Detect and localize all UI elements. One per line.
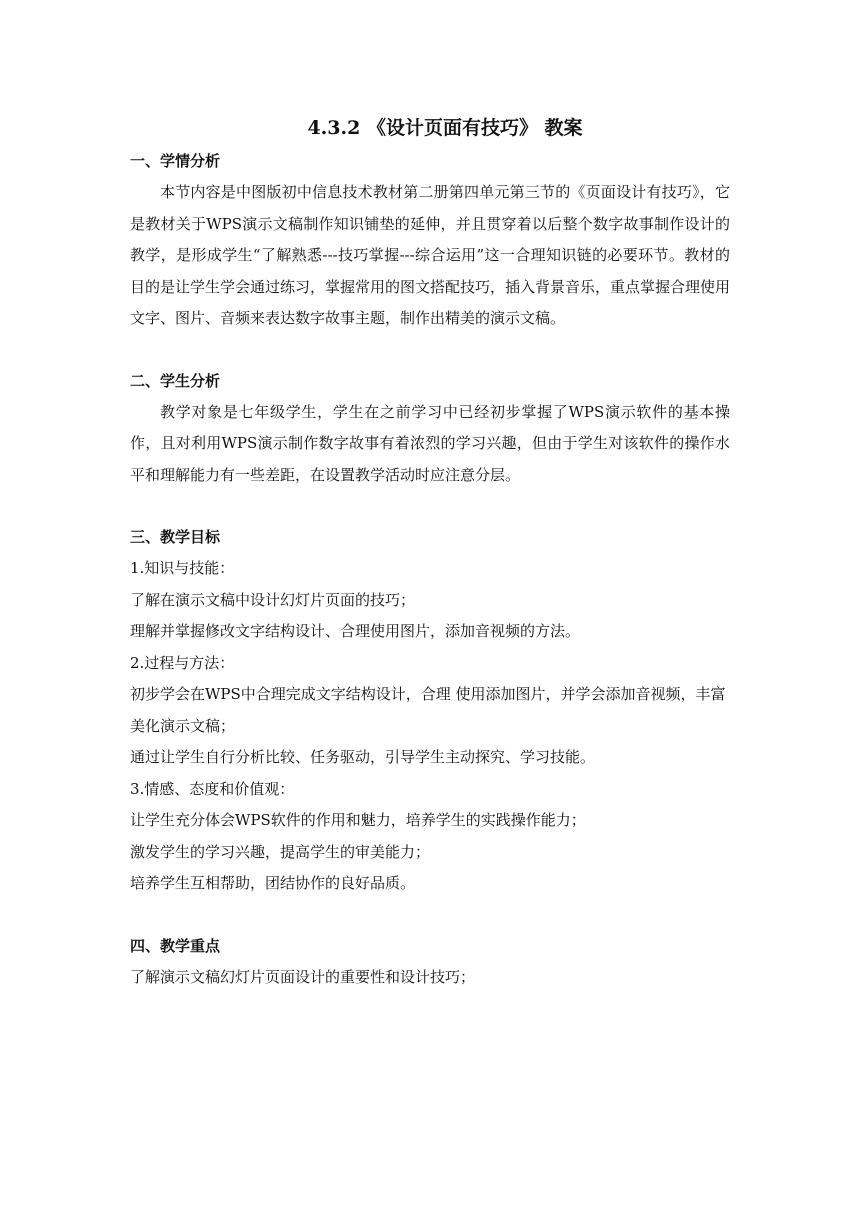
goal-item: 通过让学生自行分析比较、任务驱动，引导学生主动探究、学习技能。 — [130, 748, 596, 766]
goal-category-title: 3.情感、态度和价值观： — [130, 779, 295, 798]
section-heading: 二、学生分析 — [130, 371, 221, 390]
section-paragraph: 本节内容是中图版初中信息技术教材第二册第四单元第三节的《页面设计有技巧》，它是教材关于WPS演示文稿制作知识铺垫的延伸，并且贯穿着以后整个数字故事制作设计的教学，是形成学生“了解熟悉---技巧掌握---综合运用”这一合理知识链的必要环节。教材的目的是让学生学会通过练习，掌握常用的图文搭配技巧，插入背景音乐，重点掌握合理使用文字、图片、音频来表达数字故事主题，制作出精美的演示文稿。 — [130, 183, 731, 327]
goal-category-title: 2.过程与方法： — [130, 653, 235, 672]
section-heading: 三、教学目标 — [130, 528, 221, 546]
goal-item: 让学生充分体会WPS软件的作用和魅力，培养学生的实践操作能力； — [130, 811, 586, 829]
section-heading: 四、教学重点 — [130, 936, 221, 955]
section-student-analysis — [130, 366, 730, 492]
section-teaching-focus — [130, 931, 730, 994]
document-content — [130, 112, 730, 993]
section-learning-analysis — [130, 146, 730, 335]
section-paragraph: 教学对象是七年级学生，学生在之前学习中已经初步掌握了WPS演示软件的基本操作，且对利用WPS演示制作数字故事有着浓烈的学习兴趣，但由于学生对该软件的操作水平和理解能力有一些差距，在设置教学活动时应注意分层。 — [130, 402, 730, 484]
goal-item: 初步学会在WPS中合理完成文字结构设计，合理 使用添加图片，并学会添加音视频，丰富美化演示文稿； — [130, 685, 726, 735]
spacer — [130, 335, 730, 366]
goal-item: 了解在演示文稿中设计幻灯片页面的技巧； — [130, 590, 416, 609]
section-teaching-goals — [130, 522, 730, 900]
spacer — [130, 900, 730, 931]
section-heading: 一、学情分析 — [130, 152, 221, 170]
goal-item: 激发学生的学习兴趣，提高学生的审美能力； — [130, 842, 431, 861]
document-title: 4.3.2 《设计页面有技巧》 教案 — [307, 117, 583, 139]
focus-item: 了解演示文稿幻灯片页面设计的重要性和设计技巧； — [130, 967, 476, 986]
goal-category-title: 1.知识与技能： — [130, 559, 235, 577]
spacer — [130, 491, 730, 522]
goal-item: 培养学生互相帮助，团结协作的良好品质。 — [130, 874, 416, 892]
goal-item: 理解并掌握修改文字结构设计、合理使用图片，添加音视频的方法。 — [130, 622, 581, 640]
